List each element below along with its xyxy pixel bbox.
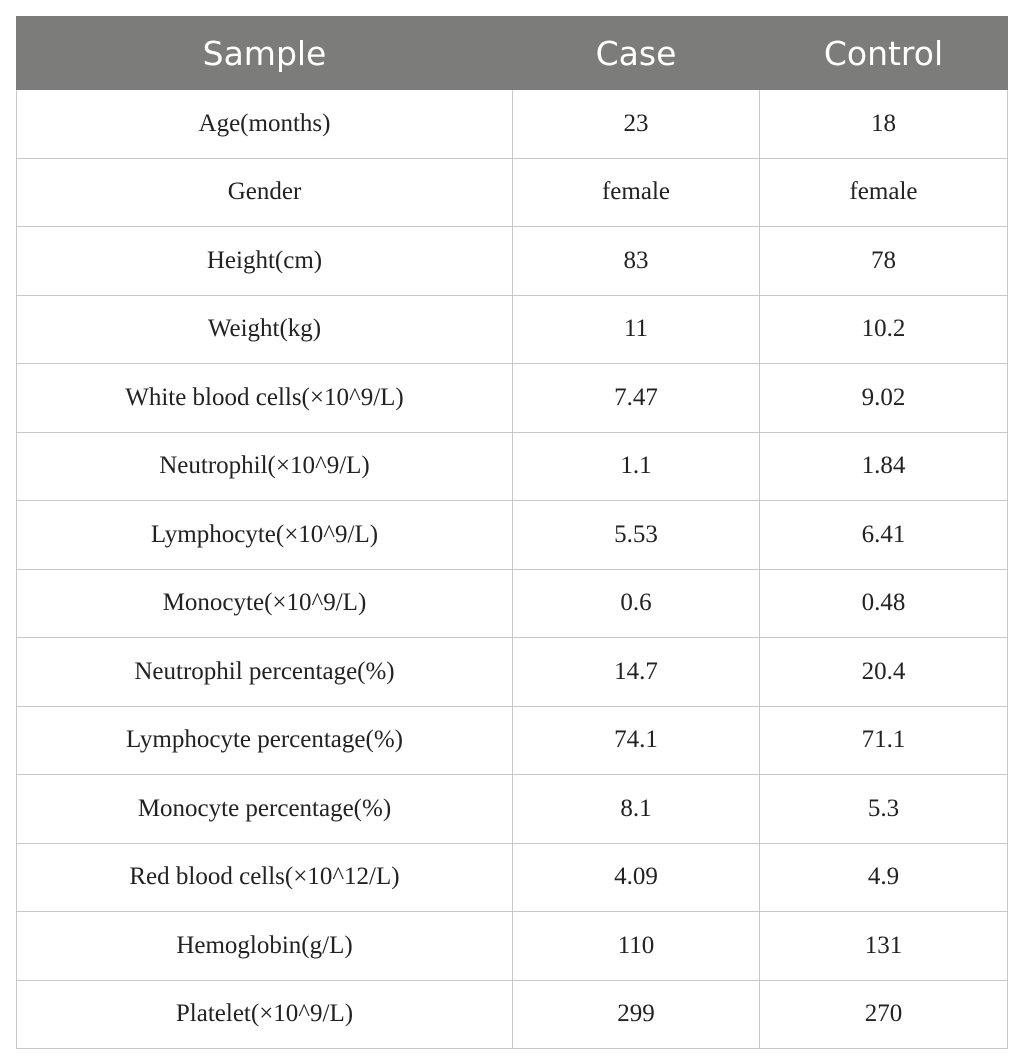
control-value: female <box>760 158 1008 227</box>
control-value: 10.2 <box>760 295 1008 364</box>
control-value: 270 <box>760 980 1008 1049</box>
control-value: 131 <box>760 912 1008 981</box>
control-value: 6.41 <box>760 501 1008 570</box>
case-value: 23 <box>513 90 760 159</box>
table-row <box>17 638 1008 707</box>
case-value: 83 <box>513 227 760 296</box>
case-value: 110 <box>513 912 760 981</box>
header-control: Control <box>760 17 1008 90</box>
case-value: 11 <box>513 295 760 364</box>
row-label: Lymphocyte percentage(%) <box>17 706 513 775</box>
header-sample: Sample <box>17 17 513 90</box>
table-row <box>17 843 1008 912</box>
case-value: 8.1 <box>513 775 760 844</box>
sample-comparison-table <box>16 16 1008 1049</box>
case-value: 4.09 <box>513 843 760 912</box>
control-value: 78 <box>760 227 1008 296</box>
control-value: 4.9 <box>760 843 1008 912</box>
row-label: Weight(kg) <box>17 295 513 364</box>
table-row <box>17 227 1008 296</box>
control-value: 0.48 <box>760 569 1008 638</box>
case-value: 14.7 <box>513 638 760 707</box>
control-value: 18 <box>760 90 1008 159</box>
row-label: Red blood cells(×10^12/L) <box>17 843 513 912</box>
row-label: Gender <box>17 158 513 227</box>
table-row <box>17 364 1008 433</box>
case-value: 1.1 <box>513 432 760 501</box>
table-row <box>17 90 1008 159</box>
control-value: 9.02 <box>760 364 1008 433</box>
table-row <box>17 980 1008 1049</box>
table-row <box>17 158 1008 227</box>
table-row <box>17 432 1008 501</box>
control-value: 20.4 <box>760 638 1008 707</box>
control-value: 71.1 <box>760 706 1008 775</box>
row-label: Height(cm) <box>17 227 513 296</box>
table-container <box>16 16 1007 1049</box>
table-row <box>17 295 1008 364</box>
case-value: 299 <box>513 980 760 1049</box>
table-body <box>17 90 1008 1049</box>
header-case: Case <box>513 17 760 90</box>
row-label: Lymphocyte(×10^9/L) <box>17 501 513 570</box>
case-value: 74.1 <box>513 706 760 775</box>
table-row <box>17 912 1008 981</box>
row-label: Monocyte(×10^9/L) <box>17 569 513 638</box>
row-label: White blood cells(×10^9/L) <box>17 364 513 433</box>
table-header <box>17 17 1008 90</box>
control-value: 1.84 <box>760 432 1008 501</box>
case-value: 7.47 <box>513 364 760 433</box>
table-row <box>17 706 1008 775</box>
table-row <box>17 501 1008 570</box>
table-row <box>17 569 1008 638</box>
case-value: 5.53 <box>513 501 760 570</box>
control-value: 5.3 <box>760 775 1008 844</box>
row-label: Hemoglobin(g/L) <box>17 912 513 981</box>
header-row <box>17 17 1008 90</box>
row-label: Neutrophil(×10^9/L) <box>17 432 513 501</box>
row-label: Platelet(×10^9/L) <box>17 980 513 1049</box>
row-label: Neutrophil percentage(%) <box>17 638 513 707</box>
table-row <box>17 775 1008 844</box>
row-label: Age(months) <box>17 90 513 159</box>
case-value: female <box>513 158 760 227</box>
case-value: 0.6 <box>513 569 760 638</box>
row-label: Monocyte percentage(%) <box>17 775 513 844</box>
